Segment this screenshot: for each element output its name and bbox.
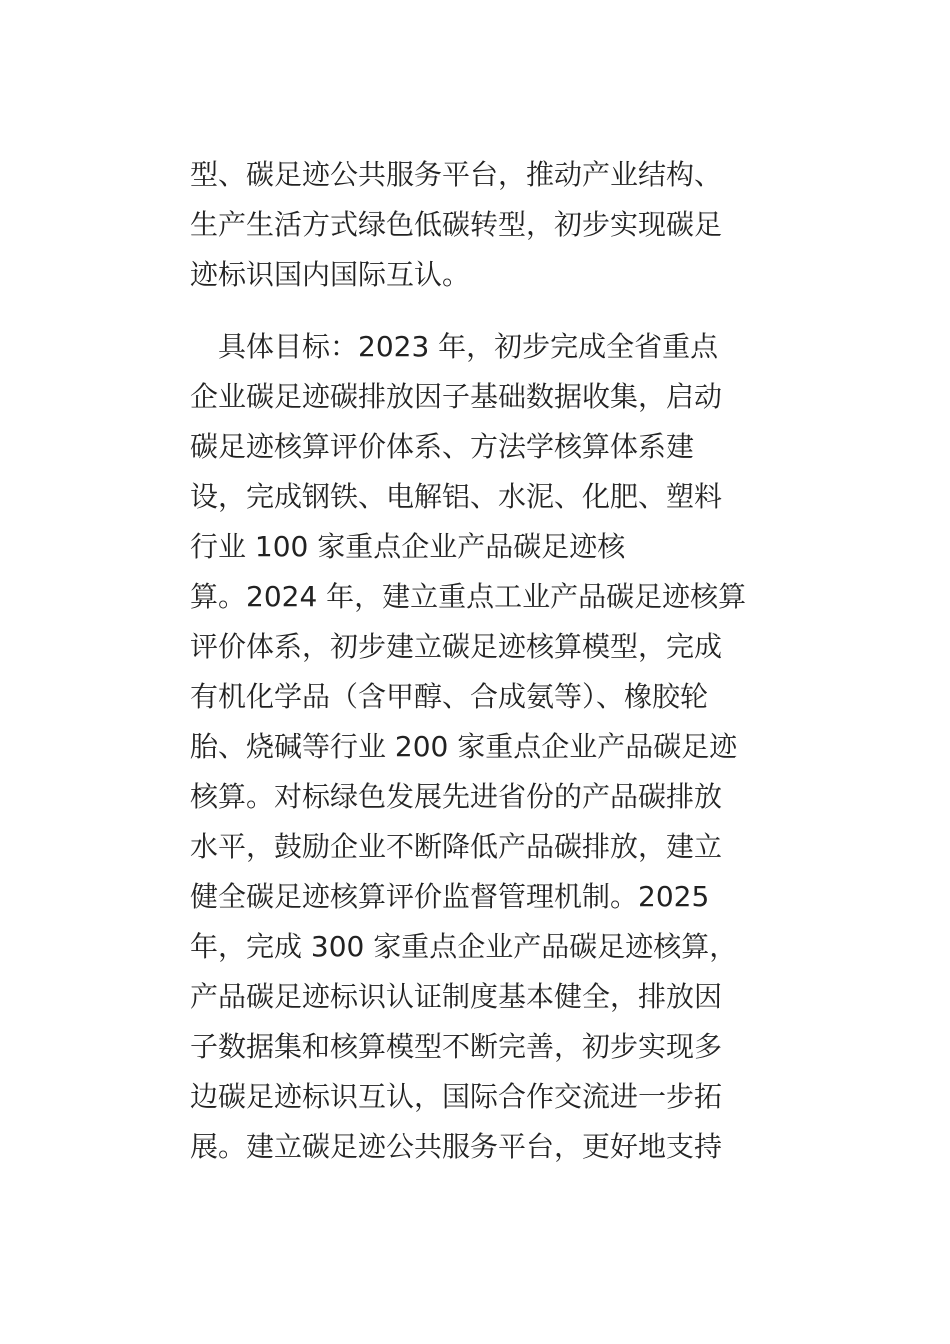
text-line: 胎、烧碱等行业 200 家重点企业产品碳足迹	[190, 730, 738, 763]
text-line: 核算。对标绿色发展先进省份的产品碳排放	[190, 780, 723, 813]
text-line: 企业碳足迹碳排放因子基础数据收集，启动	[190, 380, 723, 413]
text-line: 展。建立碳足迹公共服务平台，更好地支持	[190, 1130, 723, 1163]
paragraph-specific-goals	[190, 322, 790, 1172]
text-line: 健全碳足迹核算评价监督管理机制。2025	[190, 880, 710, 913]
text-line: 生产生活方式绿色低碳转型，初步实现碳足	[190, 208, 723, 241]
text-line: 评价体系，初步建立碳足迹核算模型，完成	[190, 630, 723, 663]
text-line: 设，完成钢铁、电解铝、水泥、化肥、塑料	[190, 480, 723, 513]
text-line: 型、碳足迹公共服务平台，推动产业结构、	[190, 158, 723, 191]
text-line: 算。2024 年，建立重点工业产品碳足迹核算	[190, 580, 747, 613]
text-line: 子数据集和核算模型不断完善，初步实现多	[190, 1030, 723, 1063]
text-line: 具体目标：2023 年，初步完成全省重点	[190, 330, 719, 363]
text-line: 行业 100 家重点企业产品碳足迹核	[190, 530, 626, 563]
paragraph-continuation	[190, 150, 790, 300]
text-line: 迹标识国内国际互认。	[190, 258, 471, 291]
text-line: 碳足迹核算评价体系、方法学核算体系建	[190, 430, 695, 463]
text-line: 年，完成 300 家重点企业产品碳足迹核算，	[190, 930, 738, 963]
text-line: 水平，鼓励企业不断降低产品碳排放，建立	[190, 830, 723, 863]
text-line: 边碳足迹标识互认，国际合作交流进一步拓	[190, 1080, 723, 1113]
text-line: 有机化学品（含甲醇、合成氨等）、橡胶轮	[190, 680, 709, 713]
text-line: 产品碳足迹标识认证制度基本健全，排放因	[190, 980, 723, 1013]
